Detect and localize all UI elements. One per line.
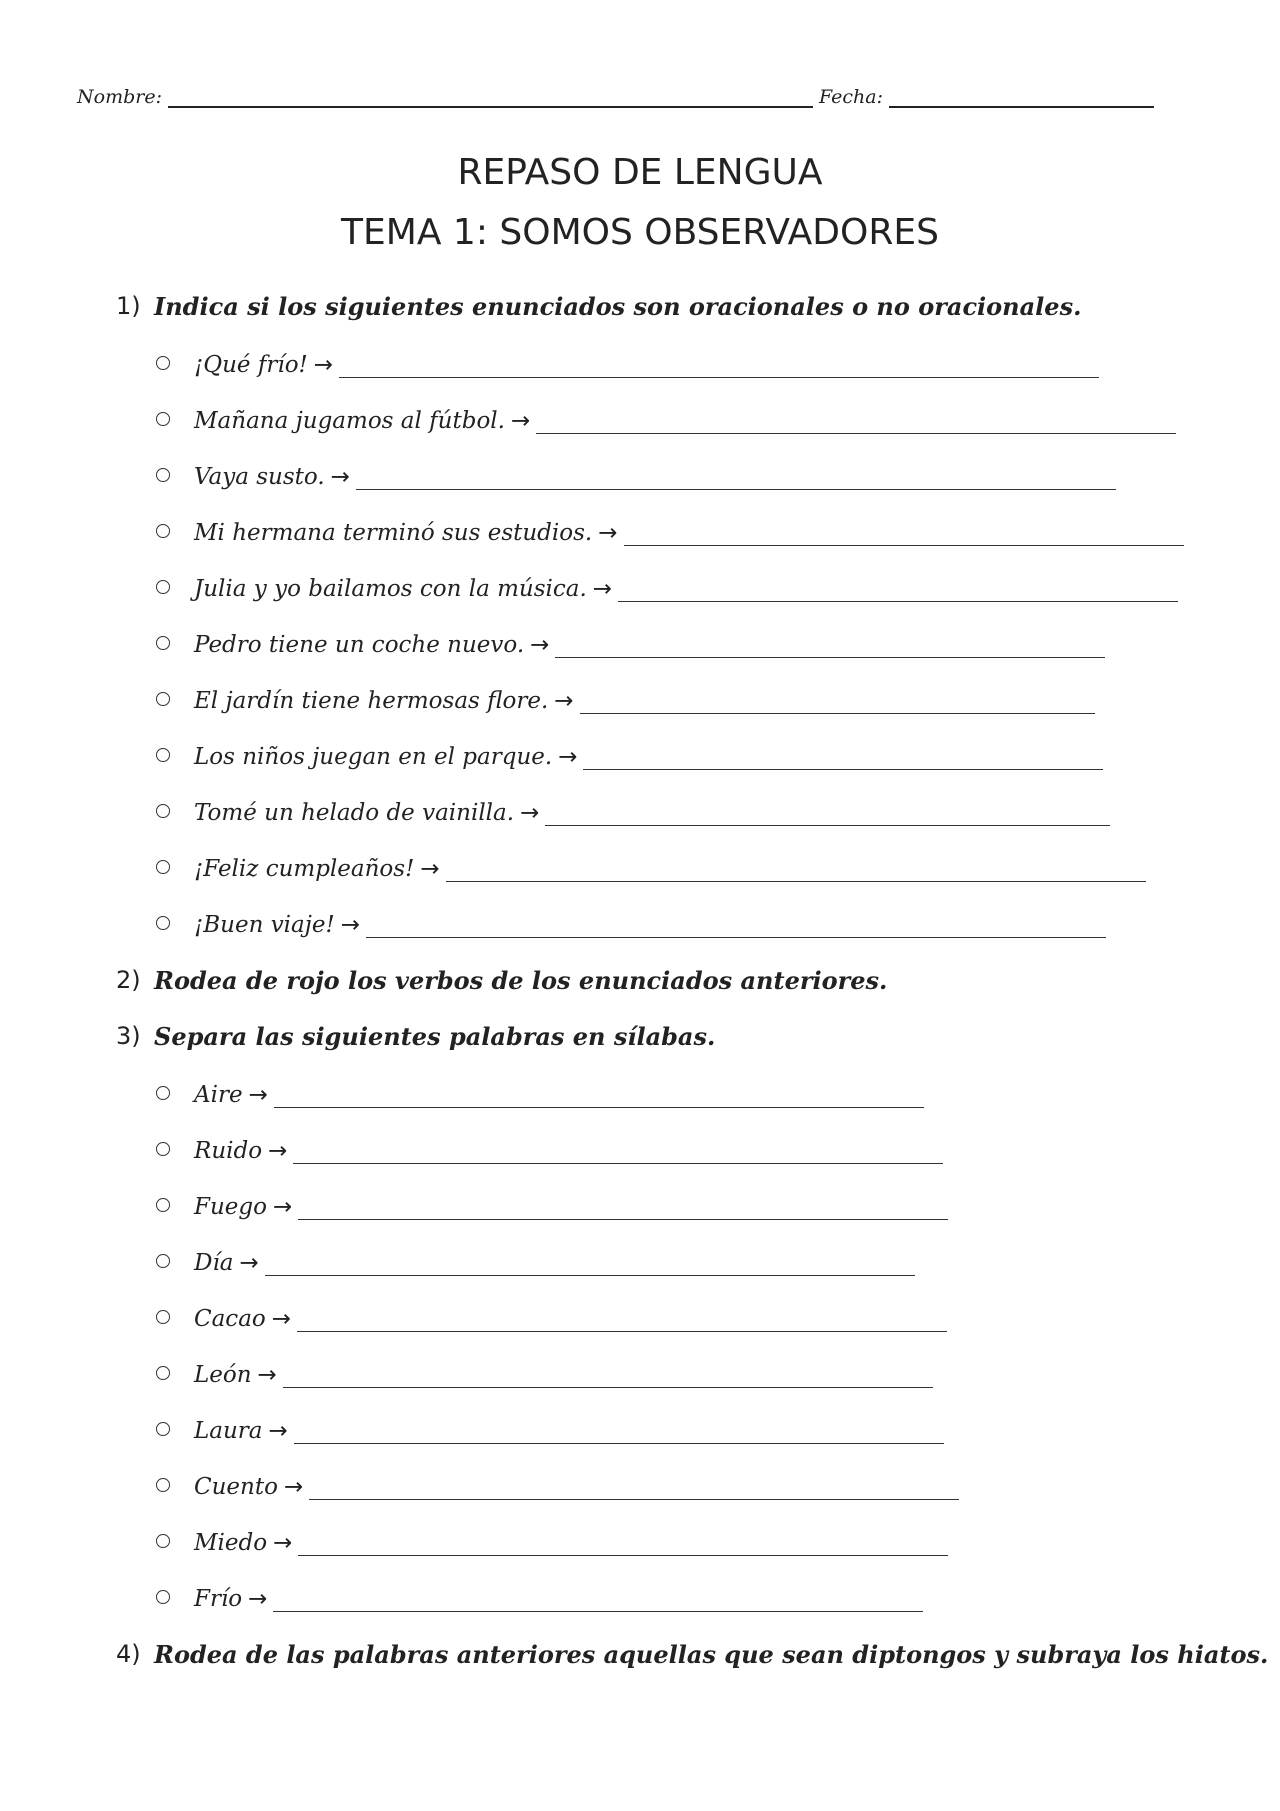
arrow-icon: → [420, 856, 440, 882]
sentence-item [156, 512, 1184, 546]
bullet-icon [156, 356, 170, 370]
sentence-text: Mi hermana terminó sus estudios. [194, 520, 593, 546]
word-text: Cuento [194, 1474, 278, 1500]
arrow-icon: → [598, 520, 618, 546]
sentence-text: Julia y yo bailamos con la música. [194, 576, 587, 602]
word-text: Ruido [194, 1138, 263, 1164]
arrow-icon: → [268, 1138, 288, 1164]
question-number: 1) [116, 292, 141, 320]
bullet-icon [156, 1422, 170, 1436]
arrow-icon: → [239, 1250, 259, 1276]
word-text: Miedo [194, 1530, 268, 1556]
sentence-item [156, 400, 1176, 434]
question-text: Separa las siguientes palabras en sílabas. [154, 1022, 716, 1051]
bullet-icon [156, 1142, 170, 1156]
answer-line[interactable] [265, 1249, 915, 1276]
date-field[interactable] [889, 84, 1154, 108]
arrow-icon: → [510, 408, 531, 434]
answer-line[interactable] [536, 407, 1176, 434]
worksheet-title: REPASO DE LENGUA [457, 152, 823, 193]
word-text: Laura [194, 1418, 263, 1444]
word-text: Fuego [194, 1194, 267, 1220]
answer-line[interactable] [356, 463, 1116, 490]
arrow-icon: → [313, 352, 334, 378]
question-2 [116, 966, 887, 995]
answer-line[interactable] [366, 911, 1106, 938]
answer-line[interactable] [583, 743, 1103, 770]
bullet-icon [156, 580, 170, 594]
arrow-icon: → [248, 1082, 268, 1108]
word-text: Aire [194, 1082, 243, 1108]
word-item [156, 1410, 944, 1444]
sentence-text: Tomé un helado de vainilla. [194, 800, 515, 826]
arrow-icon: → [558, 744, 578, 770]
arrow-icon: → [248, 1586, 268, 1612]
word-text: Frío [194, 1586, 243, 1612]
arrow-icon: → [340, 912, 361, 938]
sentence-text: ¡Qué frío! [194, 352, 308, 378]
bullet-icon [156, 1478, 170, 1492]
sentence-item [156, 848, 1146, 882]
answer-line[interactable] [309, 1473, 959, 1500]
question-3 [116, 1022, 715, 1051]
question-text: Rodea de rojo los verbos de los enunciados anteriores. [154, 966, 888, 995]
bullet-icon [156, 692, 170, 706]
word-item [156, 1578, 923, 1612]
sentence-text: ¡Buen viaje! [194, 912, 335, 938]
word-item [156, 1466, 959, 1500]
arrow-icon: → [283, 1474, 304, 1500]
sentence-item [156, 792, 1110, 826]
sentence-item [156, 904, 1106, 938]
arrow-icon: → [272, 1194, 293, 1220]
bullet-icon [156, 1590, 170, 1604]
word-item [156, 1186, 948, 1220]
sentence-text: Mañana jugamos al fútbol. [194, 408, 505, 434]
arrow-icon: → [330, 464, 350, 490]
answer-line[interactable] [555, 631, 1105, 658]
answer-line[interactable] [545, 799, 1110, 826]
date-label: Fecha: [818, 86, 883, 108]
word-item [156, 1298, 947, 1332]
name-label: Nombre: [77, 86, 162, 108]
bullet-icon [156, 1254, 170, 1268]
arrow-icon: → [530, 632, 550, 658]
word-text: Cacao [194, 1306, 266, 1332]
question-text: Rodea de las palabras anteriores aquellas que sean diptongos y subraya los hiatos. [154, 1640, 1269, 1669]
question-1 [116, 292, 1081, 321]
answer-line[interactable] [624, 519, 1184, 546]
answer-line[interactable] [297, 1305, 947, 1332]
word-item [156, 1354, 933, 1388]
answer-line[interactable] [580, 687, 1095, 714]
worksheet-subtitle: TEMA 1: SOMOS OBSERVADORES [341, 212, 939, 253]
bullet-icon [156, 524, 170, 538]
sentence-item [156, 568, 1178, 602]
bullet-icon [156, 748, 170, 762]
answer-line[interactable] [274, 1081, 924, 1108]
sentence-text: ¡Feliz cumpleaños! [194, 856, 415, 882]
answer-line[interactable] [293, 1137, 943, 1164]
arrow-icon: → [271, 1306, 292, 1332]
word-item [156, 1074, 924, 1108]
word-item [156, 1522, 948, 1556]
word-item [156, 1242, 915, 1276]
question-number: 3) [116, 1022, 141, 1050]
answer-line[interactable] [339, 351, 1099, 378]
arrow-icon: → [554, 688, 574, 714]
bullet-icon [156, 468, 170, 482]
arrow-icon: → [268, 1418, 288, 1444]
bullet-icon [156, 1310, 170, 1324]
question-text: Indica si los siguientes enunciados son oracionales o no oracionales. [154, 292, 1082, 321]
answer-line[interactable] [446, 855, 1146, 882]
answer-line[interactable] [283, 1361, 933, 1388]
bullet-icon [156, 412, 170, 426]
word-text: Día [194, 1250, 234, 1276]
bullet-icon [156, 1198, 170, 1212]
bullet-icon [156, 1086, 170, 1100]
sentence-text: Los niños juegan en el parque. [194, 744, 553, 770]
answer-line[interactable] [298, 1193, 948, 1220]
question-number: 4) [116, 1640, 141, 1668]
word-text: León [194, 1362, 252, 1388]
student-header [77, 78, 1167, 108]
name-field[interactable] [168, 84, 813, 108]
word-item [156, 1130, 943, 1164]
answer-line[interactable] [273, 1585, 923, 1612]
sentence-text: El jardín tiene hermosas flore. [194, 688, 549, 714]
sentence-item [156, 344, 1099, 378]
bullet-icon [156, 636, 170, 650]
sentence-item [156, 680, 1095, 714]
arrow-icon: → [520, 800, 540, 826]
arrow-icon: → [273, 1530, 293, 1556]
sentence-item [156, 736, 1103, 770]
bullet-icon [156, 1366, 170, 1380]
question-number: 2) [116, 966, 141, 994]
answer-line[interactable] [618, 575, 1178, 602]
sentence-text: Vaya susto. [194, 464, 325, 490]
sentence-item [156, 456, 1116, 490]
sentence-item [156, 624, 1105, 658]
bullet-icon [156, 860, 170, 874]
answer-line[interactable] [294, 1417, 944, 1444]
question-4 [116, 1640, 1268, 1669]
arrow-icon: → [257, 1362, 277, 1388]
sentence-text: Pedro tiene un coche nuevo. [194, 632, 525, 658]
bullet-icon [156, 1534, 170, 1548]
bullet-icon [156, 916, 170, 930]
arrow-icon: → [592, 576, 613, 602]
answer-line[interactable] [298, 1529, 948, 1556]
bullet-icon [156, 804, 170, 818]
